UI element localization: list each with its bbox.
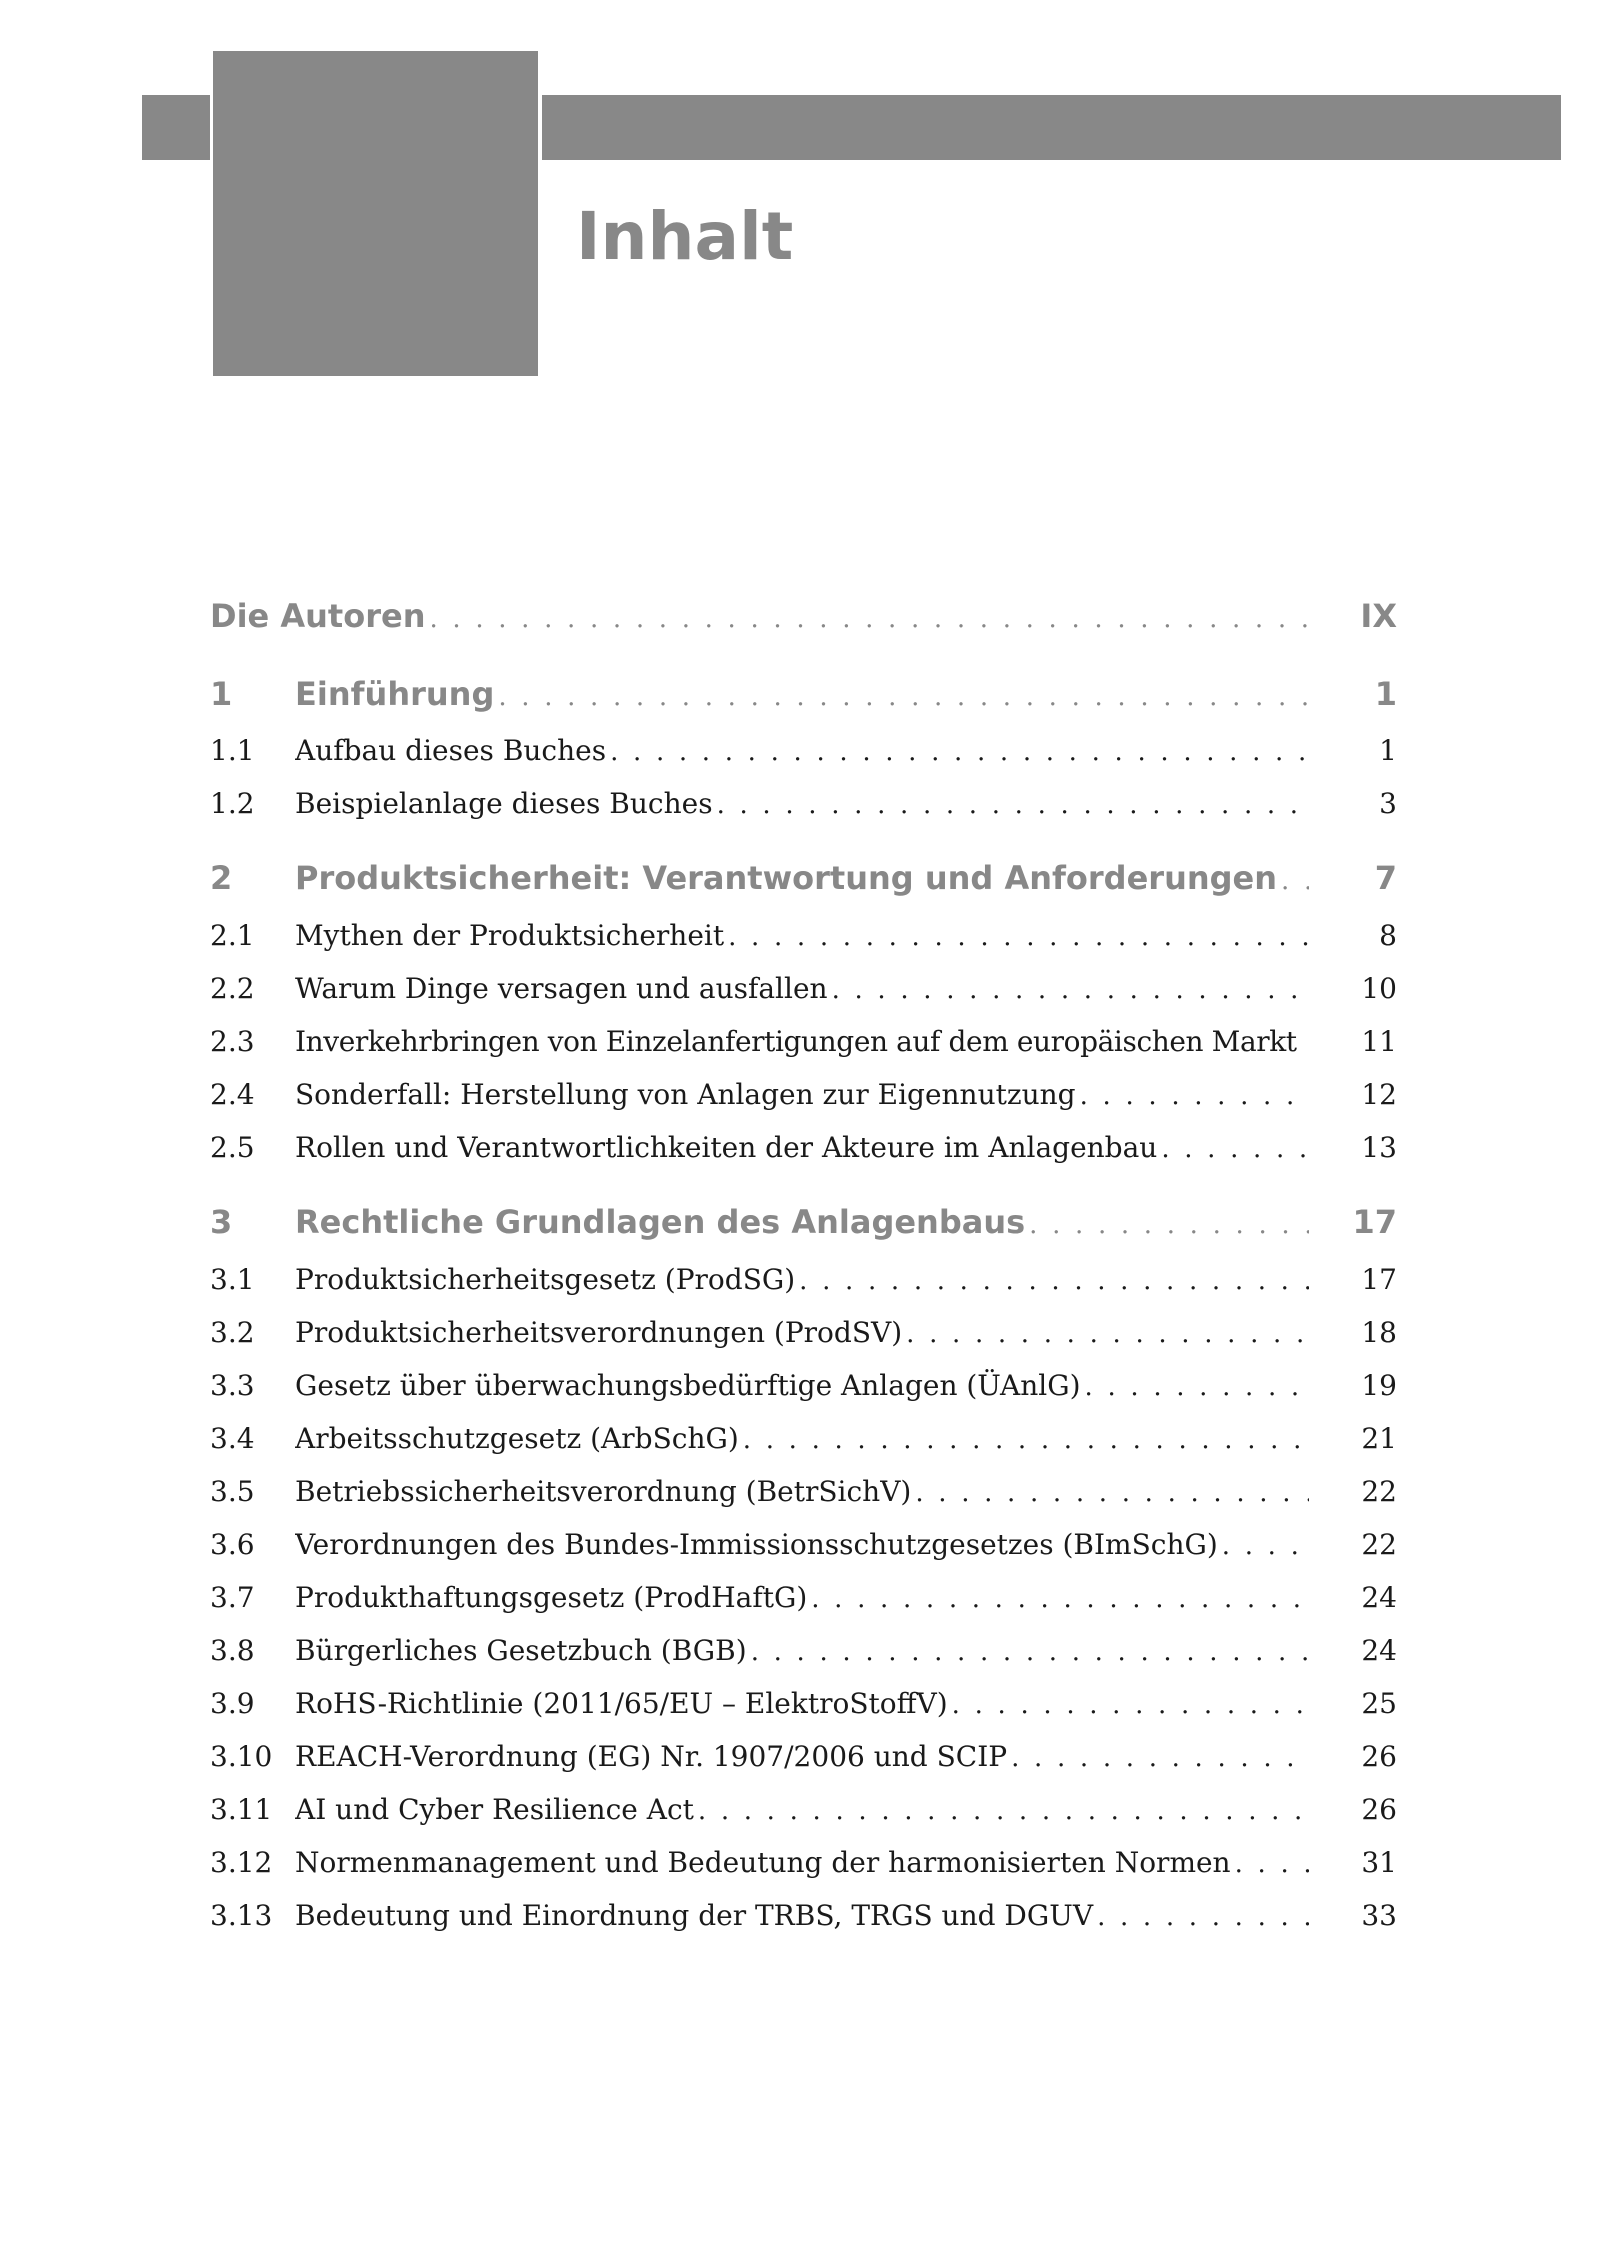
toc-entry-section-3-10[interactable]: [210, 1740, 1397, 1780]
toc-entry-number: 1.2: [210, 787, 255, 820]
toc-entry-number: 1: [210, 675, 233, 713]
toc-entry-section-3-7[interactable]: [210, 1581, 1397, 1621]
dot-leader: [751, 1637, 1309, 1667]
dot-leader: [952, 1690, 1309, 1720]
toc-entry-section-3-8[interactable]: [210, 1634, 1397, 1674]
dot-leader: [610, 737, 1309, 767]
toc-entry-number: 3.5: [210, 1475, 255, 1508]
dot-leader: [906, 1319, 1309, 1349]
toc-entry-title: AI und Cyber Resilience Act: [295, 1793, 694, 1826]
toc-entry-page: 22: [1361, 1475, 1397, 1508]
dot-leader: [717, 790, 1309, 820]
toc-entry-title: Inverkehrbringen von Einzelanfertigungen auf dem europäischen Markt: [295, 1025, 1297, 1058]
toc-entry-page: 25: [1361, 1687, 1397, 1720]
header-band-right: [542, 95, 1561, 160]
toc-entry-section-2-1[interactable]: [210, 919, 1397, 959]
toc-entry-section-3-11[interactable]: [210, 1793, 1397, 1833]
toc-entry-chapter-1[interactable]: [210, 675, 1397, 719]
toc-entry-number: 2.4: [210, 1078, 255, 1111]
dot-leader: [1097, 1902, 1309, 1932]
toc-entry-section-3-4[interactable]: [210, 1422, 1397, 1462]
dot-leader: [698, 1796, 1309, 1826]
dot-leader: [1011, 1743, 1309, 1773]
toc-entry-title: RoHS-Richtlinie (2011/65/EU – ElektroStoffV): [295, 1687, 948, 1720]
toc-entry-title: Betriebssicherheitsverordnung (BetrSichV): [295, 1475, 912, 1508]
toc-entry-title: Beispielanlage dieses Buches: [295, 787, 713, 820]
toc-entry-die-autoren[interactable]: [210, 597, 1397, 641]
dot-leader: [429, 604, 1309, 634]
toc-entry-section-1-1[interactable]: [210, 734, 1397, 774]
dot-leader: [743, 1425, 1309, 1455]
toc-entry-title: Gesetz über überwachungsbedürftige Anlagen (ÜAnlG): [295, 1369, 1081, 1402]
toc-entry-title: Rechtliche Grundlagen des Anlagenbaus: [295, 1203, 1026, 1241]
toc-entry-page: 17: [1352, 1203, 1397, 1241]
toc-entry-title: Mythen der Produktsicherheit: [295, 919, 725, 952]
dot-leader: [728, 922, 1309, 952]
toc-entry-page: IX: [1360, 597, 1397, 635]
toc-entry-page: 18: [1361, 1316, 1397, 1349]
dot-leader: [498, 682, 1309, 712]
toc-entry-number: 3: [210, 1203, 233, 1241]
toc-entry-section-2-4[interactable]: [210, 1078, 1397, 1118]
page-title: Inhalt: [576, 198, 794, 275]
toc-entry-page: 7: [1374, 859, 1397, 897]
toc-entry-page: 1: [1379, 734, 1397, 767]
chapter-marker-block: [213, 51, 538, 376]
toc-entry-section-2-5[interactable]: [210, 1131, 1397, 1171]
toc-entry-section-2-3[interactable]: [210, 1025, 1397, 1065]
toc-entry-page: 12: [1361, 1078, 1397, 1111]
dot-leader: [1222, 1531, 1309, 1561]
toc-entry-chapter-2[interactable]: [210, 859, 1397, 903]
dot-leader: [915, 1478, 1309, 1508]
toc-entry-chapter-3[interactable]: [210, 1203, 1397, 1247]
toc-entry-title: Bürgerliches Gesetzbuch (BGB): [295, 1634, 747, 1667]
toc-entry-title: Bedeutung und Einordnung der TRBS, TRGS und DGUV: [295, 1899, 1094, 1932]
toc-entry-title: Sonderfall: Herstellung von Anlagen zur Eigennutzung: [295, 1078, 1076, 1111]
toc-entry-section-3-6[interactable]: [210, 1528, 1397, 1568]
toc-entry-page: 33: [1361, 1899, 1397, 1932]
toc-entry-number: 3.8: [210, 1634, 255, 1667]
toc-entry-title: Verordnungen des Bundes-Immissionsschutzgesetzes (BImSchG): [295, 1528, 1218, 1561]
toc-entry-page: 11: [1361, 1025, 1397, 1058]
toc-entry-title: Produktsicherheit: Verantwortung und Anforderungen: [295, 859, 1278, 897]
toc-entry-page: 22: [1361, 1528, 1397, 1561]
toc-entry-section-3-2[interactable]: [210, 1316, 1397, 1356]
toc-entry-page: 24: [1361, 1634, 1397, 1667]
toc-entry-page: 26: [1361, 1740, 1397, 1773]
toc-entry-number: 2.2: [210, 972, 255, 1005]
toc-entry-number: 1.1: [210, 734, 255, 767]
toc-entry-number: 3.2: [210, 1316, 255, 1349]
dot-leader: [1235, 1849, 1309, 1879]
toc-entry-number: 3.4: [210, 1422, 255, 1455]
toc-entry-section-2-2[interactable]: [210, 972, 1397, 1012]
toc-entry-title: Produktsicherheitsgesetz (ProdSG): [295, 1263, 796, 1296]
toc-entry-title: Einführung: [295, 675, 495, 713]
toc-entry-section-3-3[interactable]: [210, 1369, 1397, 1409]
toc-entry-page: 17: [1361, 1263, 1397, 1296]
toc-entry-number: 3.7: [210, 1581, 255, 1614]
dot-leader: [832, 975, 1309, 1005]
toc-entry-section-3-1[interactable]: [210, 1263, 1397, 1303]
toc-entry-number: 3.11: [210, 1793, 273, 1826]
toc-entry-title: Die Autoren: [210, 597, 426, 635]
toc-entry-number: 3.6: [210, 1528, 255, 1561]
toc-entry-page: 8: [1379, 919, 1397, 952]
dot-leader: [1080, 1081, 1309, 1111]
toc-entry-page: 31: [1361, 1846, 1397, 1879]
toc-entry-page: 3: [1379, 787, 1397, 820]
toc-entry-number: 3.12: [210, 1846, 273, 1879]
toc-entry-title: Rollen und Verantwortlichkeiten der Akteure im Anlagenbau: [295, 1131, 1158, 1164]
toc-entry-number: 2.3: [210, 1025, 255, 1058]
toc-entry-page: 21: [1361, 1422, 1397, 1455]
toc-entry-page: 1: [1374, 675, 1397, 713]
toc-entry-title: REACH-Verordnung (EG) Nr. 1907/2006 und SCIP: [295, 1740, 1008, 1773]
toc-entry-section-3-12[interactable]: [210, 1846, 1397, 1886]
toc-entry-number: 3.3: [210, 1369, 255, 1402]
toc-entry-page: 13: [1361, 1131, 1397, 1164]
toc-entry-number: 3.9: [210, 1687, 255, 1720]
toc-entry-page: 26: [1361, 1793, 1397, 1826]
toc-entry-page: 24: [1361, 1581, 1397, 1614]
toc-entry-page: 19: [1361, 1369, 1397, 1402]
header-band-left: [142, 95, 210, 160]
dot-leader: [1281, 866, 1309, 896]
toc-entry-title: Normenmanagement und Bedeutung der harmonisierten Normen: [295, 1846, 1231, 1879]
toc-entry-number: 2.5: [210, 1131, 255, 1164]
toc-entry-number: 2.1: [210, 919, 255, 952]
dot-leader: [1161, 1134, 1309, 1164]
toc-entry-title: Produktsicherheitsverordnungen (ProdSV): [295, 1316, 903, 1349]
dot-leader: [811, 1584, 1309, 1614]
toc-entry-section-1-2[interactable]: [210, 787, 1397, 827]
dot-leader: [1029, 1210, 1309, 1240]
toc-entry-title: Arbeitsschutzgesetz (ArbSchG): [295, 1422, 739, 1455]
toc-entry-title: Produkthaftungsgesetz (ProdHaftG): [295, 1581, 808, 1614]
toc-entry-number: 3.1: [210, 1263, 255, 1296]
toc-entry-section-3-9[interactable]: [210, 1687, 1397, 1727]
toc-entry-number: 3.13: [210, 1899, 273, 1932]
toc-entry-number: 2: [210, 859, 233, 897]
toc-entry-section-3-5[interactable]: [210, 1475, 1397, 1515]
dot-leader: [799, 1266, 1309, 1296]
toc-entry-title: Warum Dinge versagen und ausfallen: [295, 972, 828, 1005]
toc-entry-number: 3.10: [210, 1740, 273, 1773]
toc-entry-page: 10: [1361, 972, 1397, 1005]
toc-entry-title: Aufbau dieses Buches: [295, 734, 607, 767]
toc-entry-section-3-13[interactable]: [210, 1899, 1397, 1939]
dot-leader: [1085, 1372, 1309, 1402]
